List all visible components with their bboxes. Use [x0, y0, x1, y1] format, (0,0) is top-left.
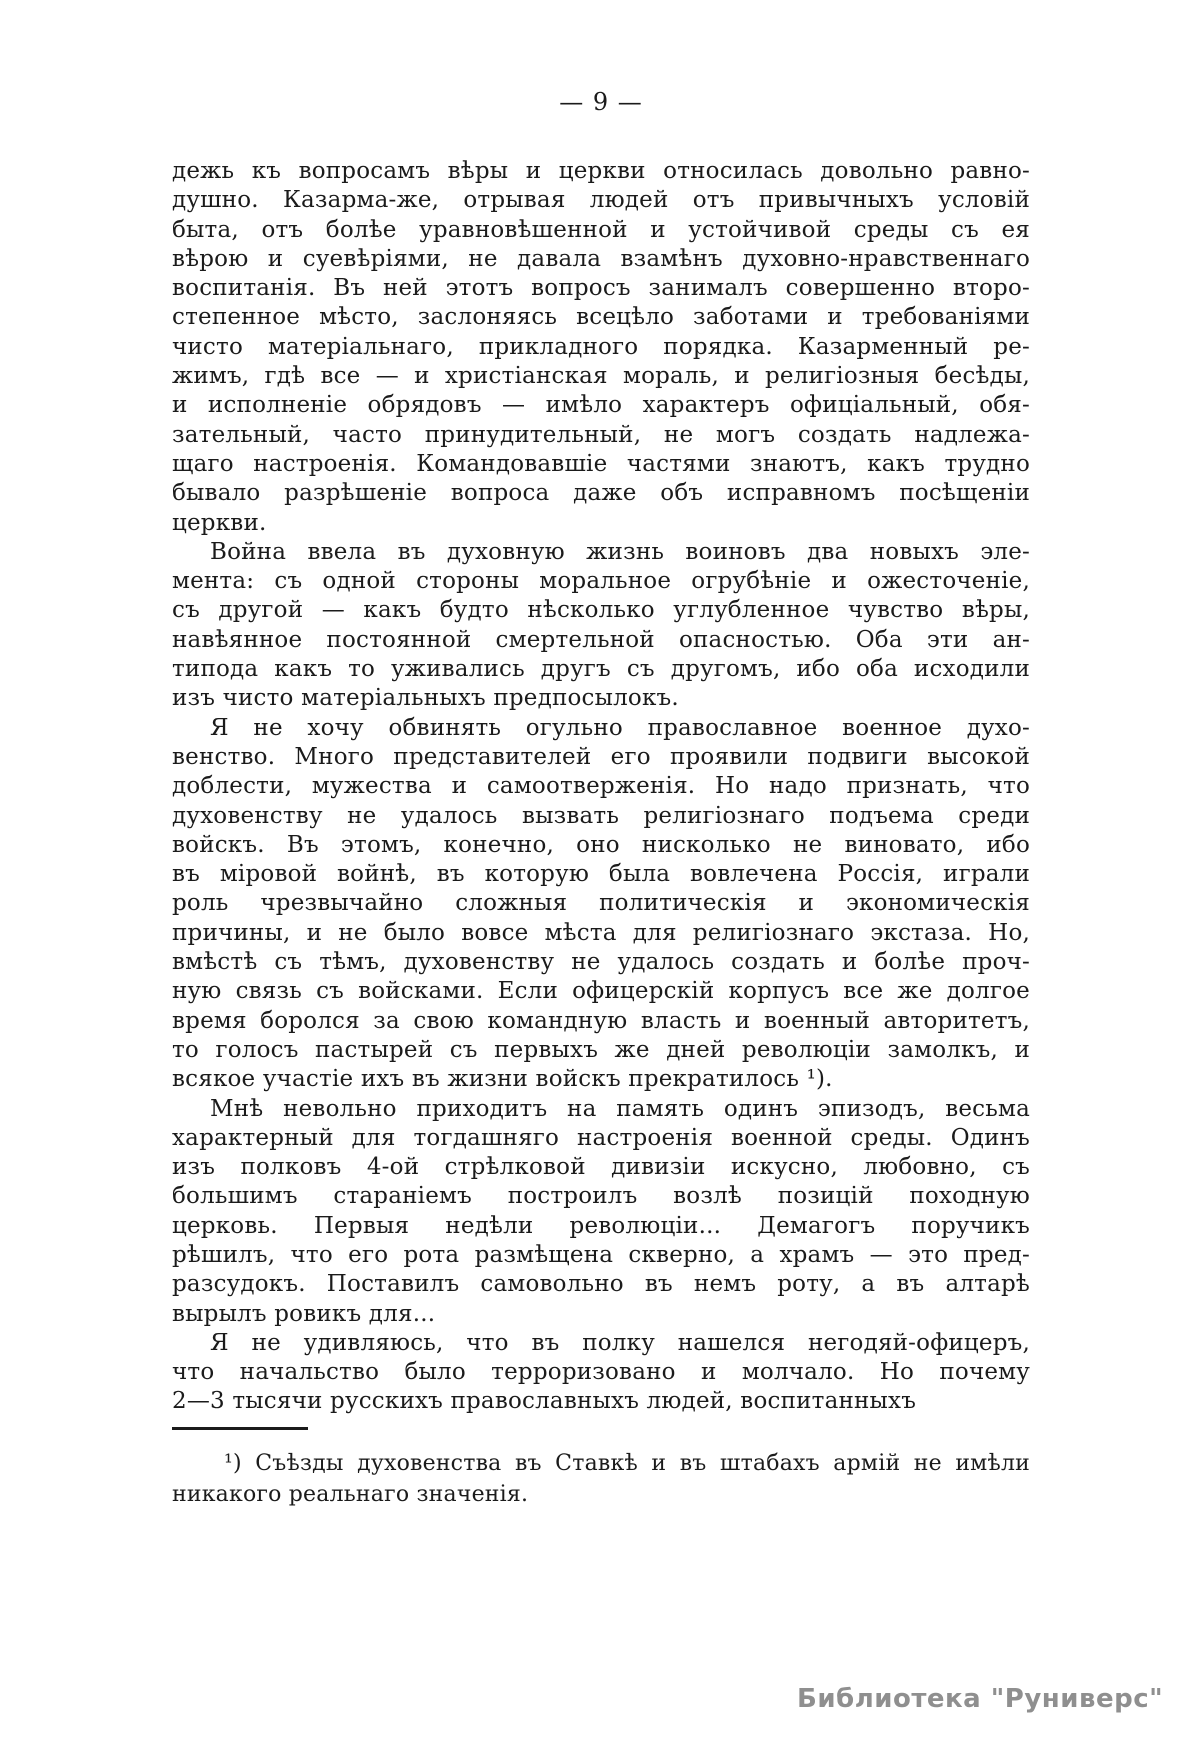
paragraph — [172, 1095, 1030, 1329]
text-line: вмѣстѣ съ тѣмъ, духовенству не удалось создать и болѣе проч- — [172, 949, 1030, 976]
text-line: дежь къ вопросамъ вѣры и церкви относилась довольно равно- — [172, 158, 1030, 184]
paragraph — [172, 714, 1030, 1095]
text-line: изъ полковъ 4-ой стрѣлковой дивизіи искусно, любовно, съ — [172, 1154, 1030, 1181]
text-line: доблести, мужества и самоотверженія. Но надо признать, что — [172, 773, 1030, 800]
text-line: причины, и не было вовсе мѣста для религіознаго экстаза. Но, — [172, 919, 1030, 946]
text-line: щаго настроенія. Командовавшіе частями знаютъ, какъ трудно — [172, 450, 1030, 477]
text-line: то голосъ пастырей съ первыхъ же дней революціи замолкъ, и — [172, 1036, 1030, 1063]
text-line: всякое участіе ихъ въ жизни войскъ прекратилось ¹). — [172, 1066, 833, 1093]
text-line: въ міровой войнѣ, въ которую была вовлечена Россія, играли — [172, 861, 1030, 888]
text-line: вѣрою и суевѣріями, не давала взамѣнъ духовно-нравственнаго — [172, 245, 1030, 272]
paragraph — [172, 538, 1030, 714]
text-line: характерный для тогдашняго настроенія военной среды. Одинъ — [172, 1124, 1030, 1151]
text-line: степенное мѣсто, заслоняясь всецѣло заботами и требованіями — [172, 304, 1030, 331]
text-line: вырылъ ровикъ для... — [172, 1300, 436, 1327]
text-line: изъ чисто матеріальныхъ предпосылокъ. — [172, 685, 679, 712]
text-line: и исполненіе обрядовъ — имѣло характеръ офиціальный, обя- — [172, 392, 1030, 419]
text-line: рѣшилъ, что его рота размѣщена скверно, а храмъ — это пред- — [172, 1241, 1030, 1268]
text-line: большимъ стараніемъ построилъ возлѣ позицій походную — [172, 1183, 1030, 1210]
footnote — [172, 1448, 1030, 1510]
page-number: — 9 — — [559, 88, 643, 116]
body-text — [172, 157, 1030, 1417]
text-line: навѣянное постоянной смертельной опасностью. Оба эти ан- — [172, 626, 1030, 653]
text-line: Я не удивляюсь, что въ полку нашелся негодяй-офицеръ, — [210, 1329, 1030, 1356]
text-line: воспитанія. Въ ней этотъ вопросъ занималъ совершенно второ- — [172, 275, 1030, 302]
text-line: ную связь съ войсками. Если офицерскій корпусъ все же долгое — [172, 978, 1030, 1005]
watermark: Библиотека "Руниверс" — [797, 1684, 1164, 1714]
text-line: быта, отъ болѣе уравновѣшенной и устойчивой среды съ ея — [172, 216, 1030, 243]
text-line: Я не хочу обвинять огульно православное военное духо- — [210, 714, 1030, 741]
text-line: мента: съ одной стороны моральное огрубѣніе и ожесточеніе, — [172, 568, 1030, 595]
text-line: роль чрезвычайно сложныя политическія и экономическія — [172, 890, 1030, 917]
footnote-line: ¹) Съѣзды духовенства въ Ставкѣ и въ штабахъ армій не имѣли — [224, 1451, 1030, 1476]
text-line: церковь. Первыя недѣли революціи... Демагогъ поручикъ — [172, 1212, 1030, 1239]
text-line: разсудокъ. Поставилъ самовольно въ немъ роту, а въ алтарѣ — [172, 1271, 1030, 1298]
text-line: зательный, часто принудительный, не могъ создать надлежа- — [172, 421, 1030, 448]
footnote-line: никакого реальнаго значенія. — [172, 1482, 529, 1507]
footnote-rule — [172, 1427, 308, 1430]
text-line: духовенству не удалось вызвать религіознаго подъема среди — [172, 802, 1030, 829]
paragraph — [172, 1329, 1030, 1417]
text-line: чисто матеріальнаго, прикладного порядка. Казарменный ре- — [172, 333, 1030, 360]
text-line: типода какъ то уживались другъ съ другомъ, ибо оба исходили — [172, 656, 1030, 683]
text-line: жимъ, гдѣ все — и христіанская мораль, и религіозныя бесѣды, — [172, 363, 1030, 390]
paragraph — [172, 157, 1030, 538]
text-line: Война ввела въ духовную жизнь воиновъ два новыхъ эле- — [210, 538, 1030, 565]
text-line: венство. Много представителей его проявили подвиги высокой — [172, 743, 1030, 770]
text-line: войскъ. Въ этомъ, конечно, оно нисколько не виновато, ибо — [172, 831, 1030, 858]
text-line: съ другой — какъ будто нѣсколько углубленное чувство вѣры, — [172, 597, 1030, 624]
text-line: бывало разрѣшеніе вопроса даже объ исправномъ посѣщеніи — [172, 480, 1030, 507]
text-line: Мнѣ невольно приходитъ на память одинъ эпизодъ, весьма — [210, 1095, 1030, 1122]
text-line: время боролся за свою командную власть и военный авторитетъ, — [172, 1007, 1030, 1034]
text-line: душно. Казарма-же, отрывая людей отъ привычныхъ условій — [172, 187, 1030, 214]
text-line: церкви. — [172, 509, 267, 536]
text-line: что начальство было терроризовано и молчало. Но почему — [172, 1359, 1030, 1386]
text-line: 2—3 тысячи русскихъ православныхъ людей, воспитанныхъ — [172, 1388, 917, 1415]
